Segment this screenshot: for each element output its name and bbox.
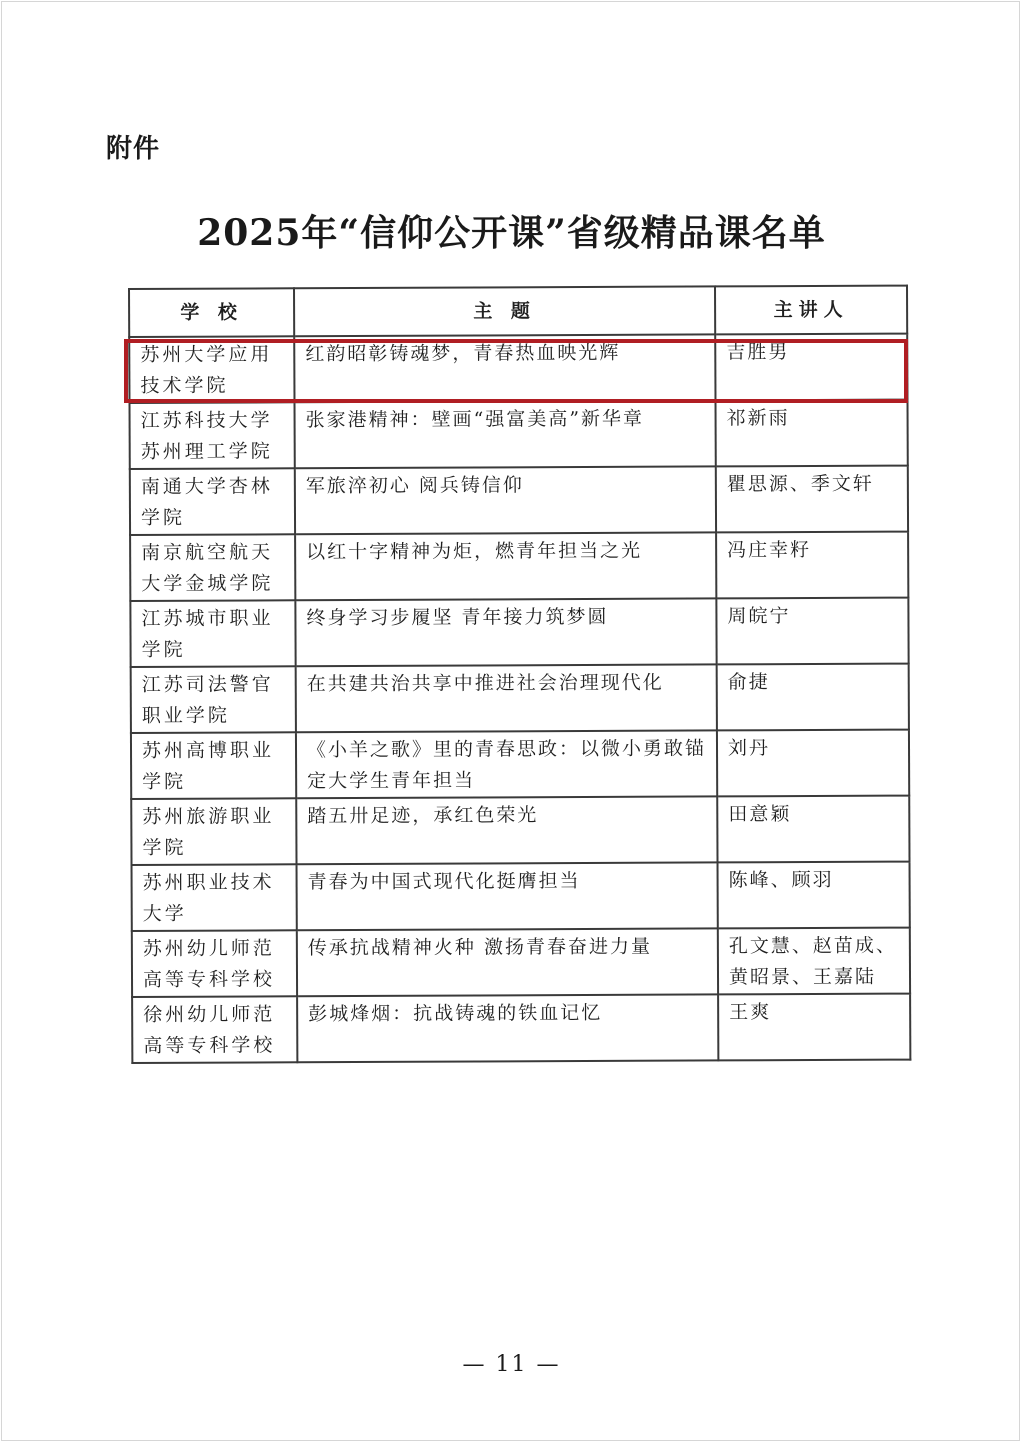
cell-school: 江苏城市职业学院: [130, 600, 295, 667]
header-topic: 主 题: [294, 286, 715, 336]
cell-school: 南京航空航天大学金城学院: [130, 534, 295, 601]
cell-speaker: 吉胜男: [715, 334, 907, 401]
table-row: [130, 400, 908, 469]
cell-school: 苏州职业技术大学: [132, 864, 297, 931]
cell-topic: 军旅淬初心 阅兵铸信仰: [295, 466, 716, 534]
cell-topic: 彭城烽烟：抗战铸魂的铁血记忆: [297, 994, 718, 1062]
cell-speaker: 刘丹: [717, 730, 909, 797]
cell-speaker: 孔文慧、赵苗成、黄昭景、王嘉陆: [718, 928, 910, 995]
cell-speaker: 田意颖: [717, 796, 909, 863]
table-row: [130, 532, 908, 601]
attachment-label: 附件: [106, 134, 161, 164]
cell-speaker: 陈峰、顾羽: [718, 862, 910, 929]
cell-school: 苏州大学应用技术学院: [129, 336, 294, 403]
table-row: [132, 862, 910, 931]
cell-school: 南通大学杏林学院: [130, 468, 295, 535]
cell-speaker: 祁新雨: [715, 400, 907, 467]
document-title: 2025年“信仰公开课”省级精品课名单: [197, 212, 826, 254]
header-speaker: 主讲人: [715, 286, 907, 335]
cell-topic: 青春为中国式现代化挺膺担当: [297, 862, 718, 930]
table-header-row: [129, 286, 907, 337]
cell-school: 江苏司法警官职业学院: [131, 666, 296, 733]
table-row: [132, 928, 910, 997]
cell-speaker: 王爽: [718, 994, 910, 1061]
cell-school: 江苏科技大学苏州理工学院: [130, 402, 295, 469]
table-row: [131, 796, 909, 865]
cell-topic: 踏五卅足迹，承红色荣光: [296, 796, 717, 864]
cell-topic: 张家港精神：壁画“强富美高”新华章: [295, 400, 716, 468]
cell-topic: 《小羊之歌》里的青春思政：以微小勇敢锚定大学生青年担当: [296, 730, 717, 798]
page-number: — 11 —: [462, 1352, 561, 1377]
cell-topic: 传承抗战精神火种 激扬青春奋进力量: [297, 928, 718, 996]
cell-school: 苏州高博职业学院: [131, 732, 296, 799]
cell-topic: 终身学习步履坚 青年接力筑梦圆: [295, 598, 716, 666]
table-row: [130, 598, 908, 667]
cell-speaker: 瞿思源、季文轩: [716, 466, 908, 533]
table-row: [131, 730, 909, 799]
cell-speaker: 周皖宁: [716, 598, 908, 665]
highlight-box: [124, 339, 908, 403]
cell-topic: 在共建共治共享中推进社会治理现代化: [296, 664, 717, 732]
table-row: [132, 994, 910, 1063]
table-row: [131, 664, 909, 733]
cell-speaker: 冯庄幸籽: [716, 532, 908, 599]
header-school: 学 校: [129, 288, 294, 337]
cell-topic: 红韵昭彰铸魂梦，青春热血映光辉: [294, 334, 715, 402]
cell-topic: 以红十字精神为炬，燃青年担当之光: [295, 532, 716, 600]
cell-speaker: 俞捷: [717, 664, 909, 731]
cell-school: 苏州旅游职业学院: [131, 798, 296, 865]
cell-school: 苏州幼儿师范高等专科学校: [132, 930, 297, 997]
table-row: [130, 466, 908, 535]
cell-school: 徐州幼儿师范高等专科学校: [132, 996, 297, 1063]
